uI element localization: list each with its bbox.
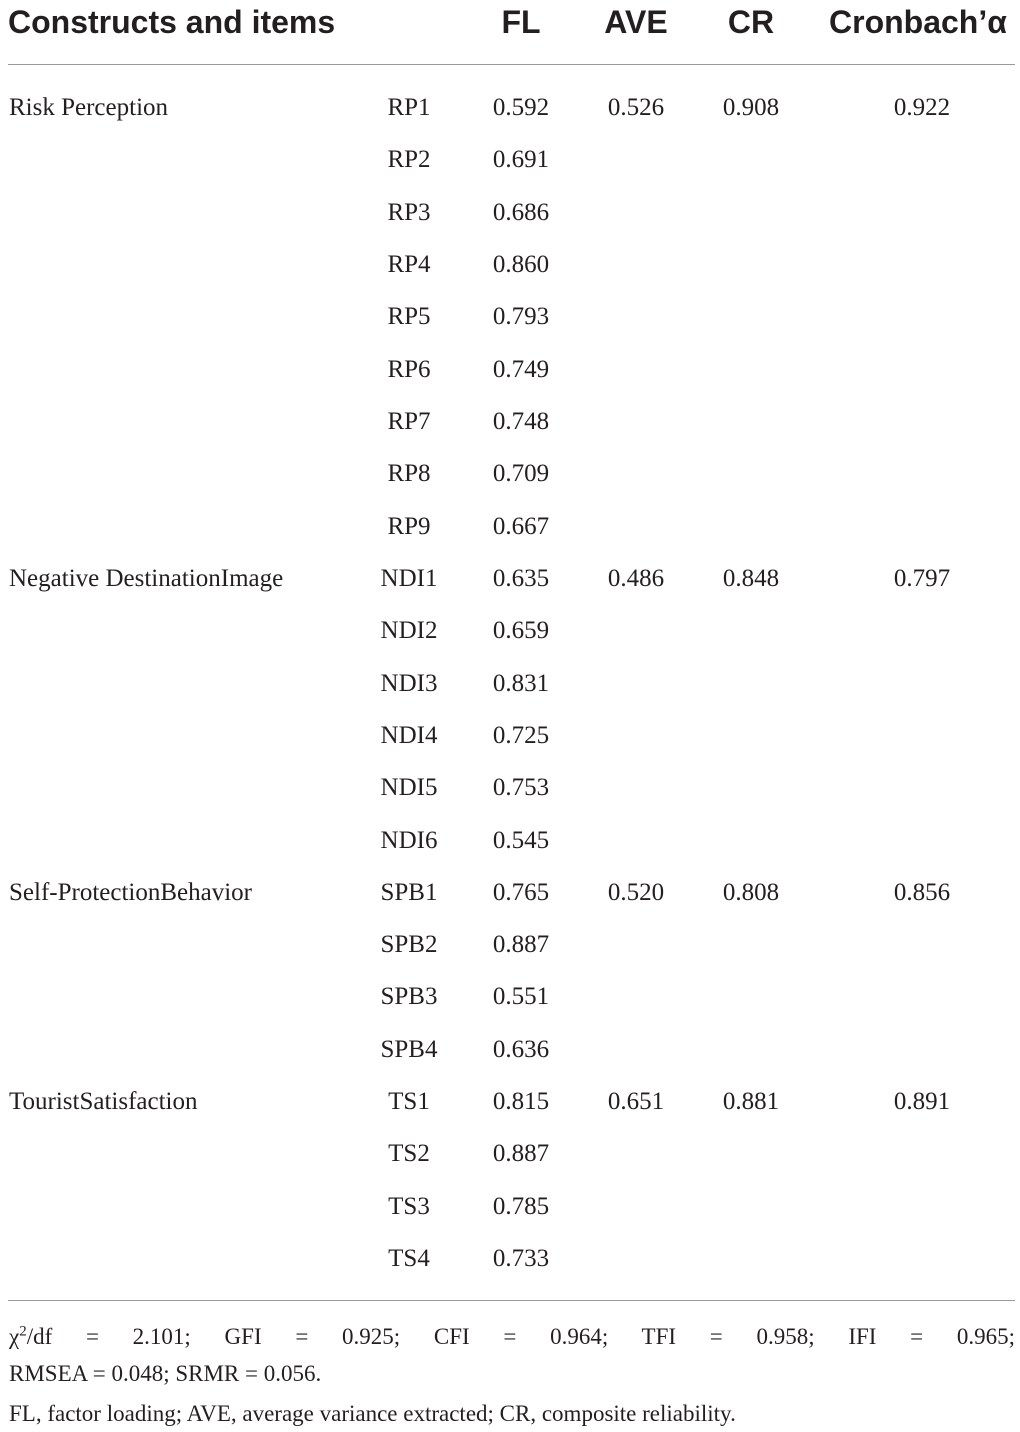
ave-value — [586, 762, 686, 814]
factor-loading-value: 0.887 — [492, 931, 550, 959]
header-cr: CR — [727, 4, 775, 40]
cr-value — [701, 815, 801, 867]
cr-value — [701, 762, 801, 814]
cronbach-alpha-value — [872, 710, 972, 762]
item-code: TS2 — [388, 1140, 430, 1168]
fit-indices-line-2: RMSEA = 0.048; SRMR = 0.056. — [9, 1361, 322, 1386]
ave-value — [586, 396, 686, 448]
item-code: NDI1 — [380, 564, 438, 592]
factor-loading-value: 0.659 — [492, 617, 550, 645]
factor-loading-value: 0.733 — [492, 1245, 550, 1272]
factor-loading-value: 0.753 — [492, 774, 550, 802]
cronbach-alpha-value — [872, 134, 972, 186]
ave-value — [586, 134, 686, 186]
ave-value: 0.486 — [607, 564, 665, 592]
item-code: TS1 — [388, 1088, 430, 1116]
item-code: RP9 — [387, 512, 431, 540]
factor-loading-value: 0.765 — [492, 878, 550, 906]
factor-loading-value: 0.831 — [492, 669, 550, 697]
cronbach-alpha-value — [872, 762, 972, 814]
cronbach-alpha-value — [872, 658, 972, 710]
table-row — [0, 867, 1020, 919]
cr-value — [701, 134, 801, 186]
ave-value — [586, 187, 686, 239]
cr-value — [701, 971, 801, 1023]
factor-loading-value: 0.592 — [492, 94, 550, 121]
table-row — [0, 344, 1020, 396]
ave-value — [586, 605, 686, 657]
item-code: RP7 — [387, 407, 431, 435]
item-code: SPB1 — [380, 878, 438, 906]
ave-value: 0.526 — [607, 94, 665, 121]
table-row — [0, 1076, 1020, 1128]
item-code: RP6 — [387, 355, 431, 383]
item-code: SPB2 — [380, 931, 438, 959]
cr-value — [701, 1181, 801, 1233]
header-constructs-and-items: Constructs and items — [8, 4, 336, 40]
item-code: NDI2 — [380, 617, 438, 645]
chi-square-superscript: 2 — [19, 1323, 27, 1340]
item-code: SPB3 — [380, 983, 438, 1011]
header-cronbach-alpha: Cronbach’α — [829, 4, 1007, 40]
table-row — [0, 448, 1020, 500]
ave-value — [586, 239, 686, 291]
factor-loading-value: 0.749 — [492, 355, 550, 383]
cr-value — [701, 448, 801, 500]
item-code: RP8 — [387, 460, 431, 488]
cr-value — [701, 396, 801, 448]
construct-name: TouristSatisfaction — [9, 1088, 198, 1116]
cr-value — [701, 239, 801, 291]
factor-loading-value: 0.709 — [492, 460, 550, 488]
table-row — [0, 762, 1020, 814]
factor-loading-value: 0.793 — [492, 303, 550, 331]
cronbach-alpha-value: 0.856 — [893, 878, 951, 906]
cronbach-alpha-value — [872, 448, 972, 500]
cr-value — [701, 605, 801, 657]
construct-name: Risk Perception — [9, 94, 169, 121]
cr-value: 0.808 — [722, 878, 780, 906]
cr-value — [701, 1024, 801, 1076]
cr-value — [701, 919, 801, 971]
factor-loading-value: 0.551 — [492, 983, 550, 1011]
factor-loading-value: 0.887 — [492, 1140, 550, 1168]
cr-value — [701, 710, 801, 762]
table-row — [0, 658, 1020, 710]
factor-loading-value: 0.725 — [492, 721, 550, 749]
factor-loading-value: 0.860 — [492, 251, 550, 278]
chi-square-symbol: χ — [9, 1324, 20, 1349]
item-code: NDI5 — [380, 774, 438, 802]
ave-value — [586, 448, 686, 500]
cr-value — [701, 344, 801, 396]
ave-value — [586, 710, 686, 762]
cr-value — [701, 658, 801, 710]
cr-value — [701, 1128, 801, 1180]
cronbach-alpha-value: 0.922 — [893, 94, 951, 121]
cronbach-alpha-value — [872, 1181, 972, 1233]
table-row — [0, 605, 1020, 657]
table-row — [0, 501, 1020, 553]
cronbach-alpha-value — [872, 1024, 972, 1076]
item-code: RP4 — [387, 251, 431, 278]
ave-value — [586, 1024, 686, 1076]
cronbach-alpha-value — [872, 344, 972, 396]
table-row — [0, 187, 1020, 239]
ave-value — [586, 344, 686, 396]
item-code: NDI4 — [380, 721, 438, 749]
table-row — [0, 1128, 1020, 1180]
cronbach-alpha-value: 0.797 — [893, 564, 951, 592]
item-code: NDI3 — [380, 669, 438, 697]
table-row — [0, 1024, 1020, 1076]
cronbach-alpha-value — [872, 971, 972, 1023]
table-row — [0, 134, 1020, 186]
ave-value — [586, 919, 686, 971]
cr-value — [701, 187, 801, 239]
item-code: RP5 — [387, 303, 431, 331]
item-code: NDI6 — [380, 826, 438, 854]
cronbach-alpha-value — [872, 239, 972, 291]
header-fl: FL — [501, 4, 541, 40]
factor-loading-value: 0.545 — [492, 826, 550, 854]
table-row — [0, 291, 1020, 343]
cronbach-alpha-value — [872, 187, 972, 239]
factor-loading-value: 0.748 — [492, 407, 550, 435]
factor-loading-value: 0.635 — [492, 564, 550, 592]
item-code: RP1 — [387, 94, 431, 121]
table-row — [0, 396, 1020, 448]
abbreviations-note: FL, factor loading; AVE, average variance extracted; CR, composite reliability. — [9, 1401, 736, 1426]
item-code: SPB4 — [380, 1035, 438, 1063]
table-row — [0, 815, 1020, 867]
cronbach-alpha-value — [872, 919, 972, 971]
ave-value — [586, 658, 686, 710]
cronbach-alpha-value: 0.891 — [893, 1088, 951, 1116]
ave-value — [586, 291, 686, 343]
cr-value — [701, 501, 801, 553]
table-row — [0, 1233, 1020, 1285]
ave-value: 0.520 — [607, 878, 665, 906]
table-row — [0, 82, 1020, 134]
ave-value: 0.651 — [607, 1088, 665, 1116]
header-divider — [8, 64, 1015, 65]
cronbach-alpha-value — [872, 396, 972, 448]
factor-loading-value: 0.691 — [492, 146, 550, 174]
ave-value — [586, 501, 686, 553]
factor-loading-value: 0.686 — [492, 198, 550, 226]
construct-name: Negative DestinationImage — [9, 564, 284, 592]
footer-divider — [8, 1300, 1015, 1301]
table-row — [0, 1181, 1020, 1233]
ave-value — [586, 1128, 686, 1180]
cronbach-alpha-value — [872, 501, 972, 553]
table-row — [0, 239, 1020, 291]
construct-name: Self-ProtectionBehavior — [9, 878, 252, 906]
factor-loading-value: 0.636 — [492, 1035, 550, 1063]
item-code: TS3 — [388, 1192, 430, 1220]
cronbach-alpha-value — [872, 1128, 972, 1180]
factor-loading-value: 0.667 — [492, 512, 550, 540]
table-row — [0, 710, 1020, 762]
cr-value — [701, 291, 801, 343]
item-code: RP2 — [387, 146, 431, 174]
header-ave: AVE — [604, 4, 668, 40]
table-row — [0, 553, 1020, 605]
cr-value: 0.908 — [722, 94, 780, 121]
item-code: TS4 — [388, 1245, 430, 1272]
table-row — [0, 971, 1020, 1023]
cronbach-alpha-value — [872, 291, 972, 343]
ave-value — [586, 1233, 686, 1285]
cronbach-alpha-value — [872, 1233, 972, 1285]
cr-value — [701, 1233, 801, 1285]
cr-value: 0.848 — [722, 564, 780, 592]
item-code: RP3 — [387, 198, 431, 226]
fit-indices-text: /df = 2.101; GFI = 0.925; CFI = 0.964; TFI = 0.958; IFI = 0.965; — [26, 1324, 1015, 1349]
ave-value — [586, 815, 686, 867]
ave-value — [586, 1181, 686, 1233]
cr-value: 0.881 — [722, 1088, 780, 1116]
table-row — [0, 919, 1020, 971]
factor-loading-value: 0.815 — [492, 1088, 550, 1116]
fit-indices-line-1 — [9, 1318, 1015, 1355]
ave-value — [586, 971, 686, 1023]
factor-loading-value: 0.785 — [492, 1192, 550, 1220]
cronbach-alpha-value — [872, 815, 972, 867]
cronbach-alpha-value — [872, 605, 972, 657]
